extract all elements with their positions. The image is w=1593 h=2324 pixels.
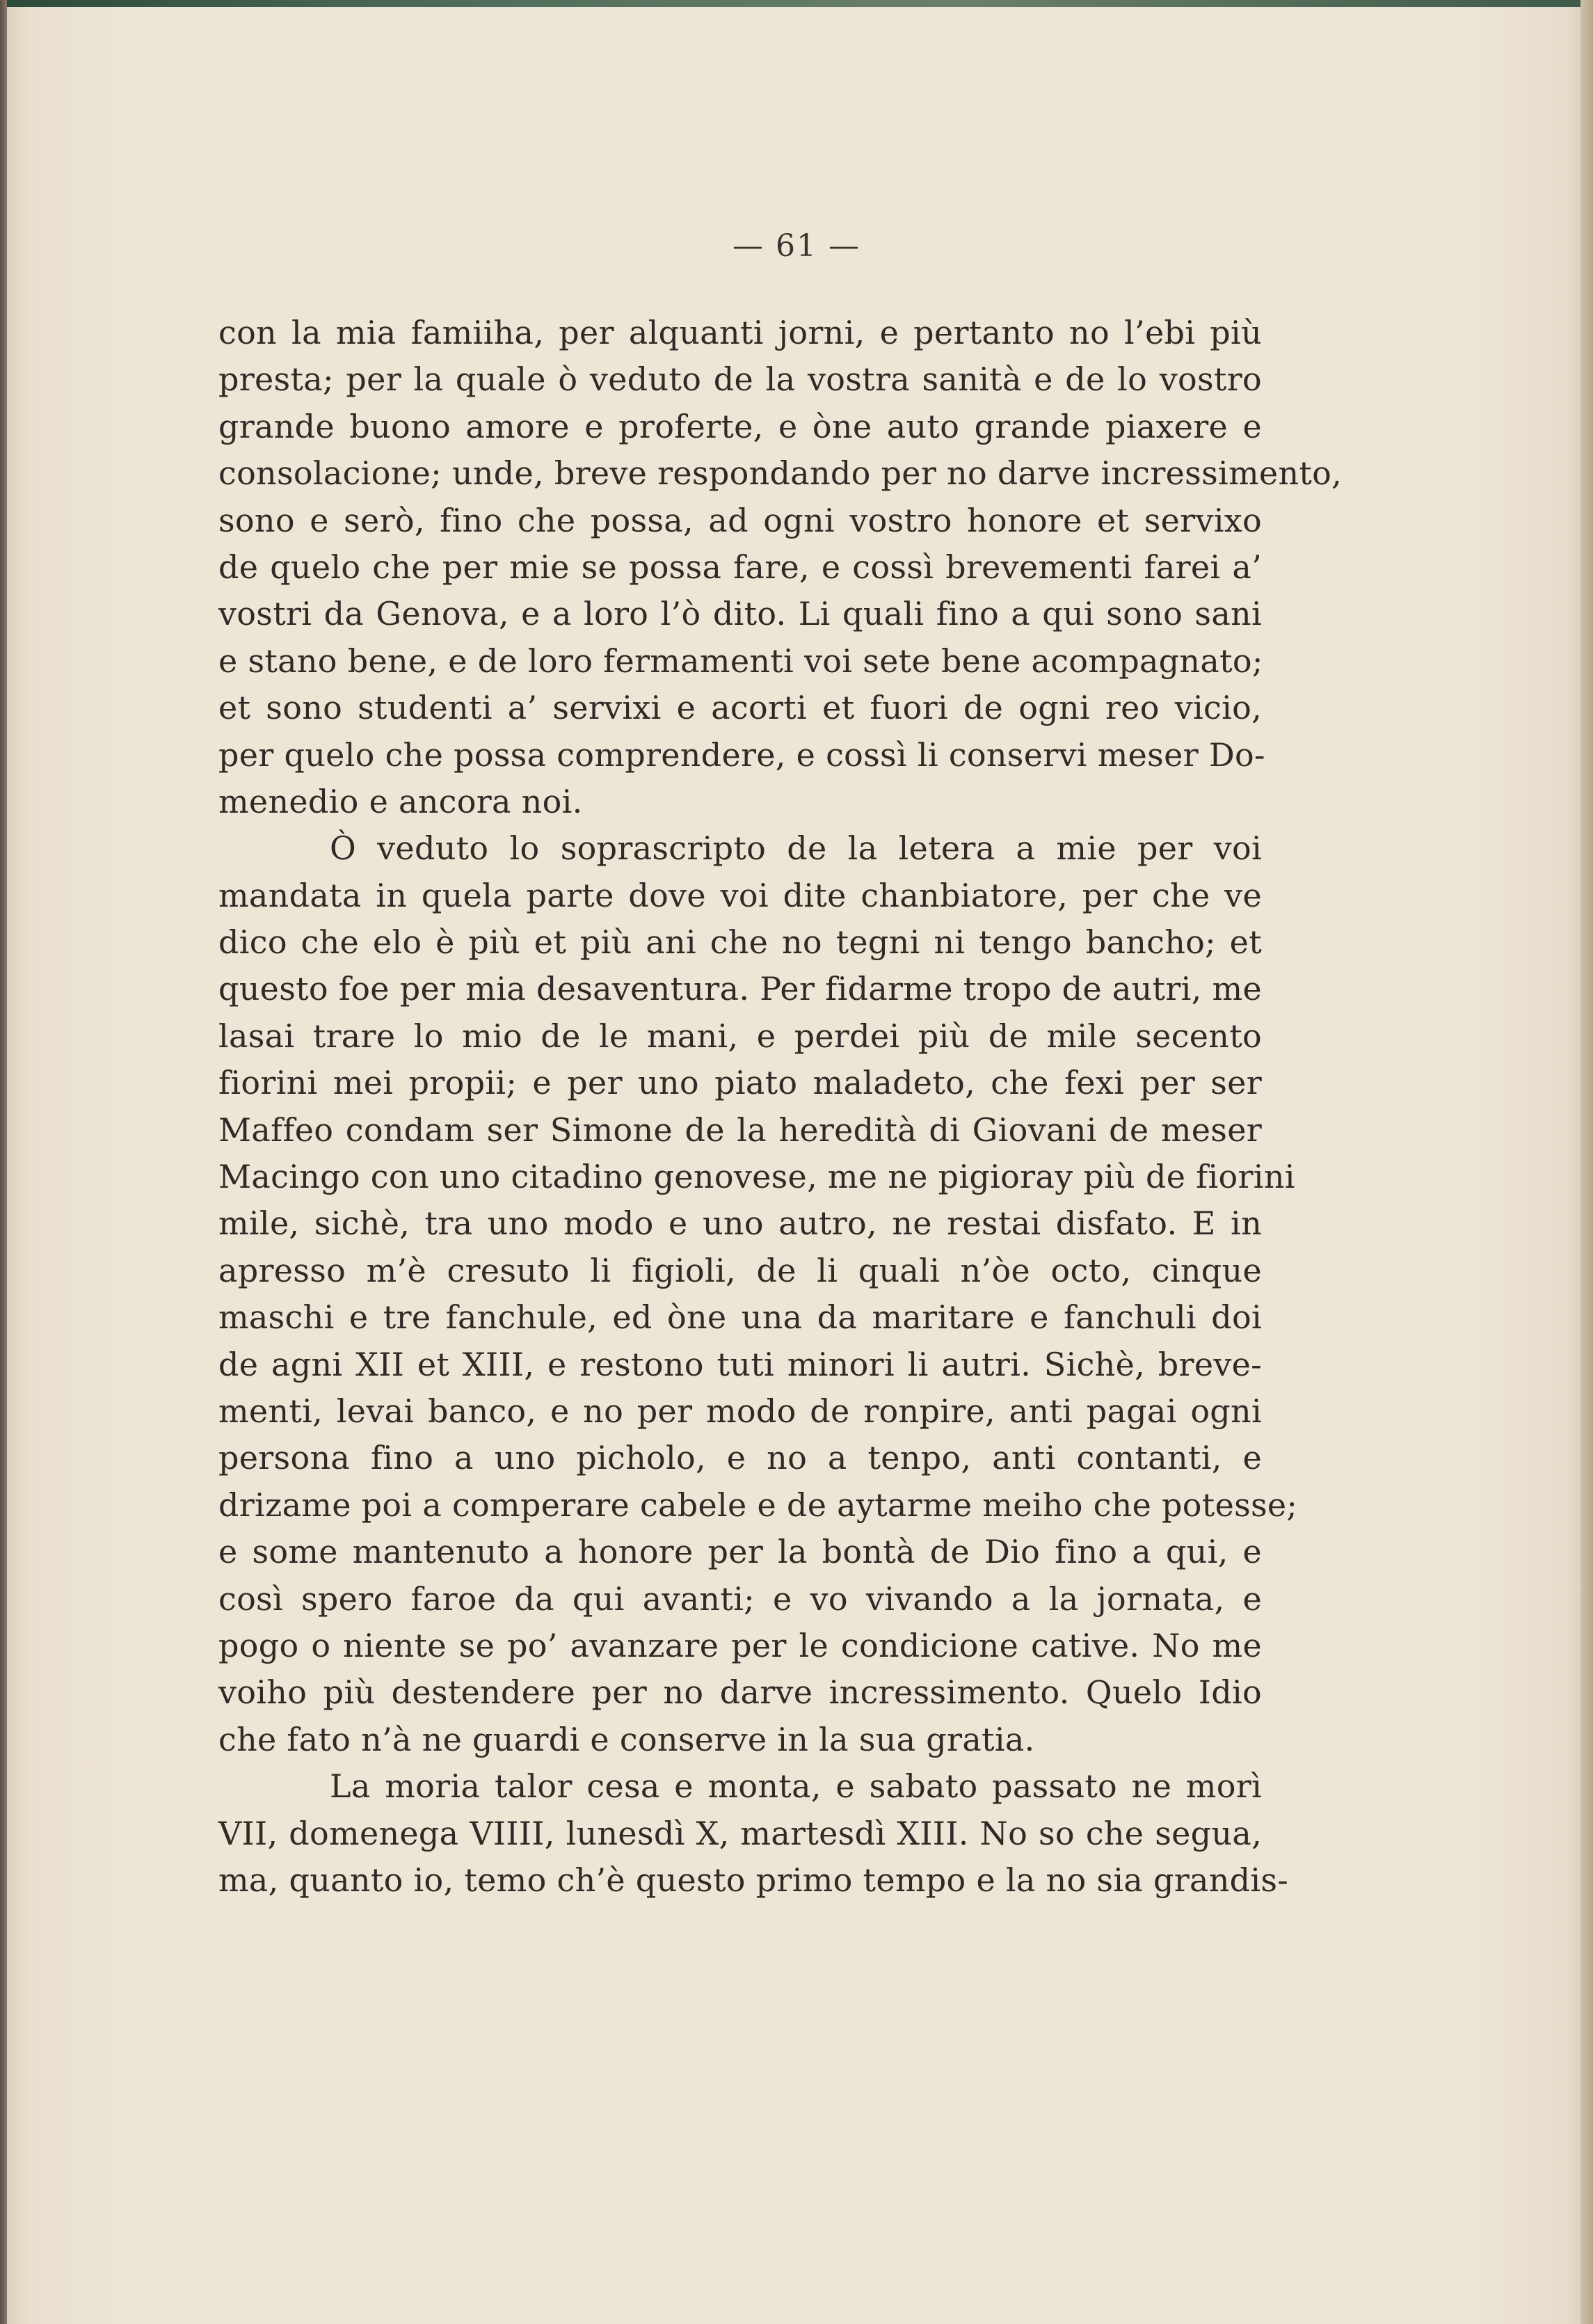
text-line: mile, sichè, tra uno modo e uno autro, ne restai disfato. E in — [218, 1204, 1262, 1243]
text-line: apresso m’è cresuto li figioli, de li quali n’òe octo, cinque — [218, 1251, 1262, 1289]
text-line: Maffeo condam ser Simone de la heredità di Giovani de meser — [218, 1111, 1262, 1149]
text-line: vostri da Genova, e a loro l’ò dito. Li quali fino a qui sono sani — [218, 595, 1262, 633]
text-line: grande buono amore e proferte, e òne auto grande piaxere e — [218, 407, 1262, 445]
text-line: mandata in quela parte dove voi dite chanbiatore, per che ve — [218, 876, 1262, 914]
text-block — [218, 310, 1343, 1904]
text-line: menti, levai banco, e no per modo de ronpire, anti pagai ogni — [218, 1392, 1262, 1430]
text-line: ma, quanto io, temo ch’è questo primo tempo e la no sia grandis- — [218, 1861, 1289, 1899]
text-line: maschi e tre fanchule, ed òne una da maritare e fanchuli doi — [218, 1298, 1262, 1337]
text-line: fiorini mei propii; e per uno piato maladeto, che fexi per ser — [218, 1064, 1262, 1102]
text-line: consolacione; unde, breve respondando per no darve incressimento, — [218, 454, 1343, 493]
text-line: con la mia famiiha, per alquanti jorni, e pertanto no l’ebi più — [218, 314, 1262, 351]
text-line: così spero faroe da qui avanti; e vo vivando a la jornata, e — [218, 1579, 1262, 1618]
text-line: et sono studenti a’ servixi e acorti et fuori de ogni reo vicio, — [218, 689, 1262, 727]
text-line: de agni XII et XIII, e restono tuti minori li autri. Sichè, breve- — [218, 1345, 1262, 1383]
text-line: sono e serò, fino che possa, ad ogni vostro honore et servixo — [218, 501, 1262, 539]
text-line: che fato n’à ne guardi e conserve in la sua gratia. — [218, 1720, 1035, 1758]
right-edge — [1580, 0, 1593, 2324]
text-line: Ò veduto lo soprascripto de la letera a mie per voi — [330, 829, 1262, 868]
text-line: Macingo con uno citadino genovese, me ne pigioray più de fiorini — [218, 1158, 1295, 1196]
page-number: — 61 — — [733, 228, 860, 264]
text-line: drizame poi a comperare cabele e de aytarme meiho che potesse; — [218, 1486, 1298, 1524]
text-line: dico che elo è più et più ani che no tegni ni tengo bancho; et — [218, 923, 1262, 962]
text-line: e some mantenuto a honore per la bontà de Dio fino a qui, e — [218, 1533, 1262, 1571]
text-line: lasai trare lo mio de le mani, e perdei più de mile secento — [218, 1017, 1262, 1055]
text-line: pogo o niente se po’ avanzare per le condicione cative. No me — [218, 1626, 1262, 1664]
text-line: VII, domenega VIIII, lunesdì X, martesdì XIII. No so che segua, — [218, 1814, 1262, 1852]
text-line: de quelo che per mie se possa fare, e cossì brevementi farei a’ — [218, 548, 1262, 586]
text-line: voiho più destendere per no darve incressimento. Quelo Idio — [218, 1673, 1262, 1712]
text-line: menedio e ancora noi. — [218, 782, 583, 820]
text-line: e stano bene, e de loro fermamenti voi sete bene acompagnato; — [218, 642, 1263, 680]
text-line: persona fino a uno picholo, e no a tenpo, anti contanti, e — [218, 1439, 1262, 1477]
text-line: La moria talor cesa e monta, e sabato passato ne morì — [330, 1767, 1262, 1806]
text-line: presta; per la quale ò veduto de la vostra sanità e de lo vostro — [218, 360, 1262, 399]
top-edge — [0, 0, 1593, 7]
text-line: questo foe per mia desaventura. Per fidarme tropo de autri, me — [218, 970, 1262, 1008]
binding-strip — [0, 0, 7, 2324]
text-line: per quelo che possa comprendere, e cossì li conservi meser Do- — [218, 735, 1265, 774]
